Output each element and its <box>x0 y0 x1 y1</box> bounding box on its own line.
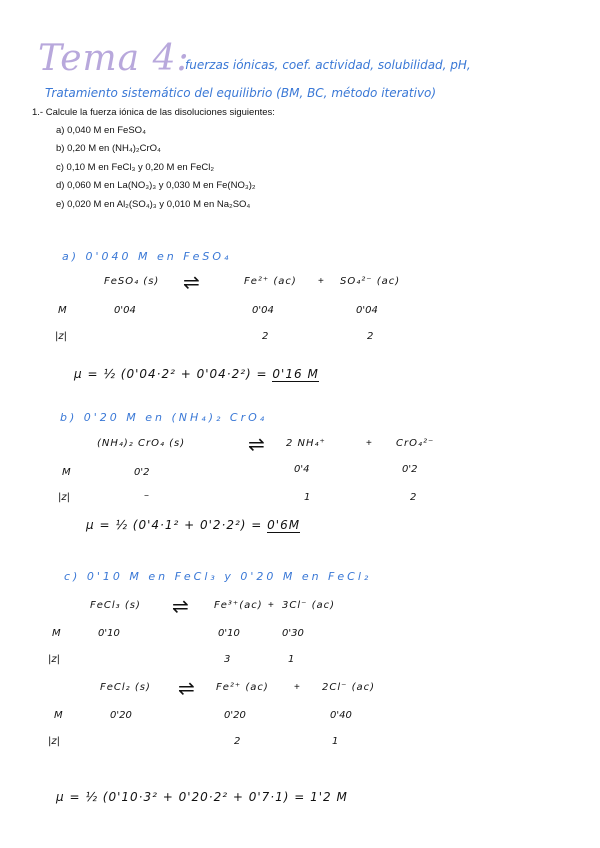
plus-sign: + <box>268 600 275 611</box>
section-a-result-formula: μ = ½ (0'04·2² + 0'04·2²) = <box>74 367 273 381</box>
section-a-answer: 0'16 M <box>272 367 319 381</box>
section-c-molarity-1: 0'10 <box>98 628 120 639</box>
section-b-molarity: 0'2 <box>134 467 150 478</box>
section-a-product-1: Fe²⁺ (ac) <box>244 276 297 287</box>
section-c-molarity-2: 0'20 <box>224 710 246 721</box>
section-a-molarity: 0'04 <box>356 305 378 316</box>
problem-item: b) 0,20 M en (NH₄)₂CrO₄ <box>56 143 161 154</box>
section-b-product-1: 2 NH₄⁺ <box>286 438 326 449</box>
problem-item: a) 0,040 M en FeSO₄ <box>56 124 146 136</box>
section-c-result-formula: μ = ½ (0'10·3² + 0'20·2² + 0'7·1) = <box>56 790 311 804</box>
section-c-product-4: 2Cl⁻ (ac) <box>322 682 376 693</box>
section-a-molarity: 0'04 <box>252 305 274 316</box>
section-a-product-2: SO₄²⁻ (ac) <box>340 276 401 287</box>
charge-label: |z| <box>58 492 70 503</box>
section-a-reactant: FeSO₄ (s) <box>104 276 160 287</box>
molarity-label: M <box>54 710 63 721</box>
section-c-charge-1: 1 <box>288 654 295 665</box>
molarity-label: M <box>52 628 61 639</box>
plus-sign: + <box>366 438 373 449</box>
molarity-label: M <box>58 305 67 316</box>
topic-subtitle-line-1: fuerzas iónicas, coef. actividad, solubilidad, pH, <box>185 58 471 72</box>
plus-sign: + <box>294 682 301 693</box>
section-a-molarity: 0'04 <box>114 305 136 316</box>
section-c-product-1: Fe³⁺(ac) <box>214 600 263 611</box>
section-c-reactant-1: FeCl₃ (s) <box>90 600 141 611</box>
section-c-charge-1: 3 <box>224 654 231 665</box>
problem-question: 1.- Calcule la fuerza iónica de las disoluciones siguientes: <box>32 107 275 118</box>
section-b-reactant: (NH₄)₂ CrO₄ (s) <box>97 438 186 449</box>
section-c-product-2: 3Cl⁻ (ac) <box>282 600 336 611</box>
section-c-molarity-2: 0'20 <box>110 710 132 721</box>
charge-label: |z| <box>48 654 60 665</box>
section-a-charge: 2 <box>262 331 269 342</box>
problem-statement <box>32 108 294 218</box>
section-c-product-3: Fe²⁺ (ac) <box>216 682 269 693</box>
section-c-title: c) 0'10 M en FeCl₃ y 0'20 M en FeCl₂ <box>64 570 372 583</box>
section-c-molarity-1: 0'10 <box>218 628 240 639</box>
section-b-title: b) 0'20 M en (NH₄)₂ CrO₄ <box>60 411 268 424</box>
section-c-reactant-2: FeCl₂ (s) <box>100 682 151 693</box>
section-a-result-expression <box>74 367 319 381</box>
section-b-molarity: 0'2 <box>402 464 418 475</box>
section-b-charge: 1 <box>304 492 311 503</box>
section-c-molarity-2: 0'40 <box>330 710 352 721</box>
charge-label: |z| <box>48 736 60 747</box>
molarity-label: M <box>62 467 71 478</box>
plus-sign: + <box>318 276 325 287</box>
section-b-result-formula: μ = ½ (0'4·1² + 0'2·2²) = <box>86 518 268 532</box>
equilibrium-arrow-icon: ⇌ <box>248 434 266 456</box>
problem-item: d) 0,060 M en La(NO₃)₃ y 0,030 M en Fe(NO₃)₂ <box>56 180 256 191</box>
section-b-answer: 0'6M <box>267 518 301 532</box>
problem-items <box>56 126 294 210</box>
section-b-molarity: 0'4 <box>294 464 310 475</box>
section-b-charge: 2 <box>410 492 417 503</box>
section-b-charge: – <box>144 490 149 501</box>
page-title: Tema 4: <box>38 38 190 79</box>
section-c-result-expression <box>56 790 348 804</box>
section-c-molarity-1: 0'30 <box>282 628 304 639</box>
equilibrium-arrow-icon: ⇌ <box>178 678 196 700</box>
section-b-product-2: CrO₄²⁻ <box>396 438 435 449</box>
section-a-charge: 2 <box>367 331 374 342</box>
equilibrium-arrow-icon: ⇌ <box>183 272 201 294</box>
topic-subtitle-line-2: Tratamiento sistemático del equilibrio (BM, BC, método iterativo) <box>45 86 437 100</box>
charge-label: |z| <box>55 331 67 342</box>
problem-item: c) 0,10 M en FeCl₃ y 0,20 M en FeCl₂ <box>56 161 215 173</box>
equilibrium-arrow-icon: ⇌ <box>172 596 190 618</box>
problem-item: e) 0,020 M en Al₂(SO₄)₃ y 0,010 M en Na₂SO₄ <box>56 198 251 210</box>
section-c-charge-2: 2 <box>234 736 241 747</box>
section-c-charge-2: 1 <box>332 736 339 747</box>
section-c-answer: 1'2 M <box>310 790 348 804</box>
section-b-result-expression <box>86 518 300 532</box>
section-a-title: a) 0'040 M en FeSO₄ <box>62 250 232 263</box>
